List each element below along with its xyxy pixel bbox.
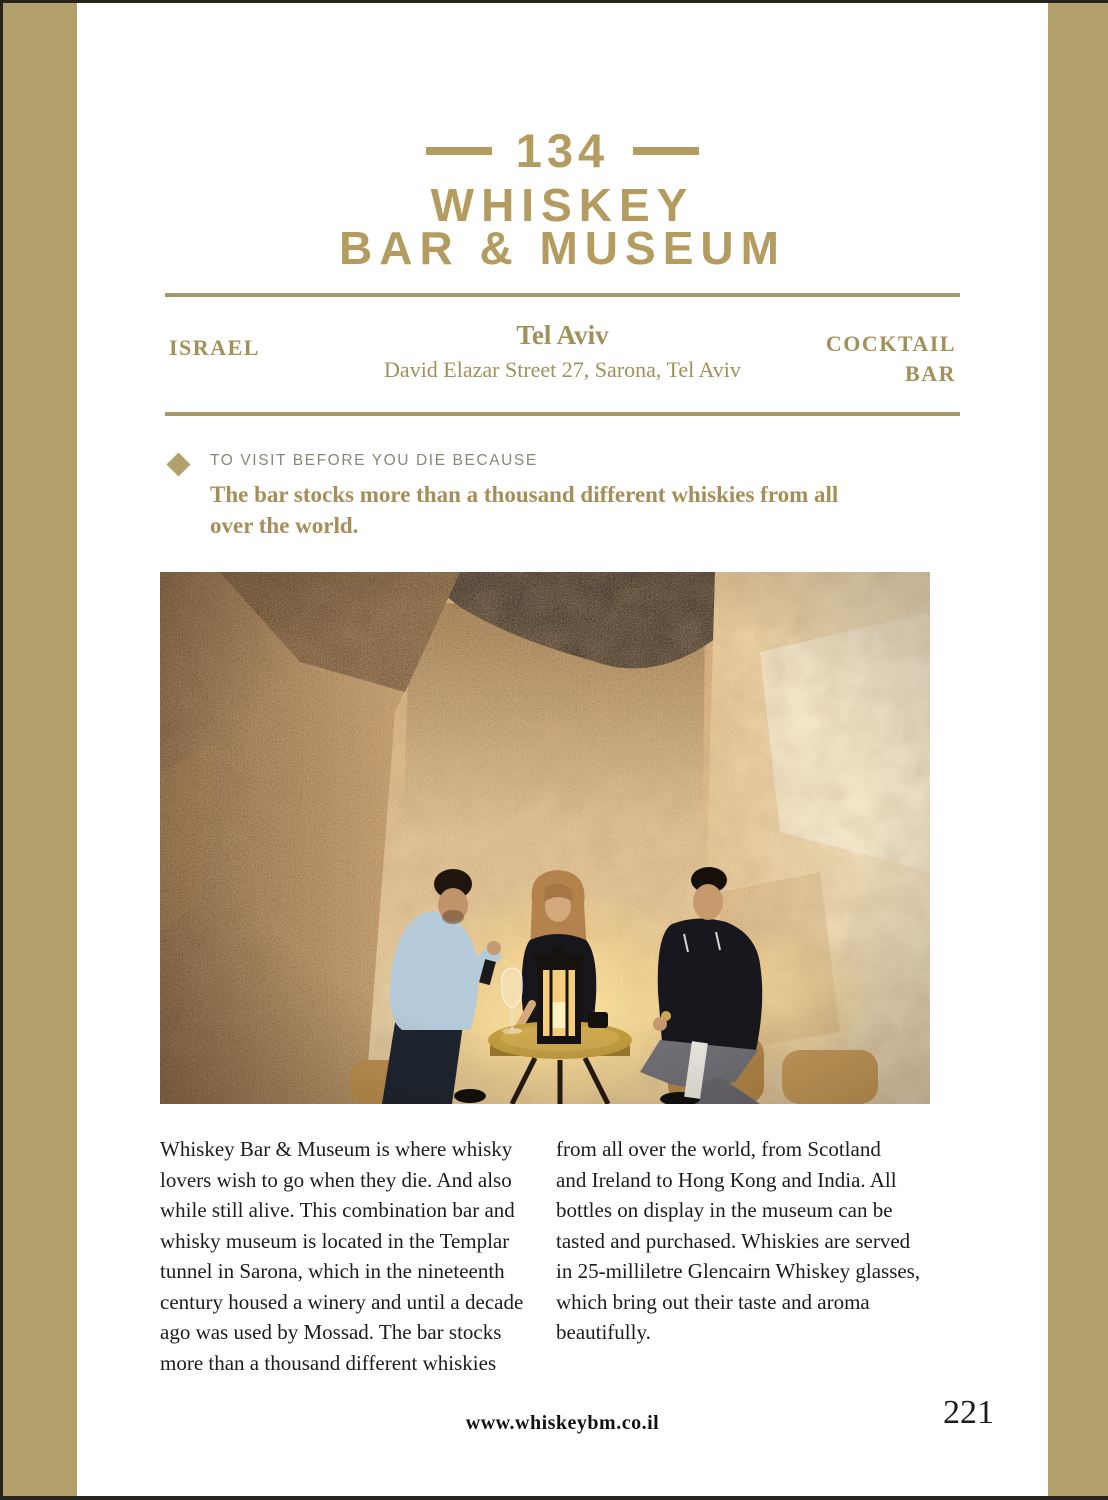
text-line: and Ireland to Hong Kong and India. All (556, 1167, 897, 1192)
country-label: ISRAEL (169, 335, 260, 360)
city-label: Tel Aviv (516, 320, 609, 350)
bottom-rule (165, 412, 960, 416)
page-number: 221 (943, 1394, 994, 1432)
venue-category-label (776, 329, 956, 388)
entry-number-row (165, 124, 960, 177)
reason-text-block (210, 452, 838, 541)
text-line: ago was used by Mossad. The bar stocks (160, 1320, 502, 1345)
page-title-line1: WHISKEY (430, 179, 695, 231)
body-column-left (160, 1134, 556, 1378)
body-text (160, 1134, 960, 1378)
right-border-band (1048, 3, 1108, 1496)
text-line: Whiskey Bar & Museum is where whisky (160, 1137, 513, 1162)
text-line: which bring out their taste and aroma (556, 1289, 870, 1314)
city-address-block (349, 319, 776, 383)
text-line: tunnel in Sarona, which in the nineteenth (160, 1259, 505, 1284)
text-line: bottles on display in the museum can be (556, 1198, 893, 1223)
dash-divider-right (633, 147, 699, 155)
page-content (77, 3, 1048, 1496)
text-line: beautifully. (556, 1320, 651, 1345)
category-line: COCKTAIL (825, 331, 956, 356)
reason-section (165, 452, 960, 541)
text-line: whisky museum is located in the Templar (160, 1228, 510, 1253)
location-info-row (165, 297, 960, 412)
reason-line: over the world. (210, 513, 359, 539)
street-address: David Elazar Street 27, Sarona, Tel Aviv (384, 357, 741, 383)
dash-divider-left (426, 147, 492, 155)
diamond-icon (166, 453, 190, 477)
text-line: lovers wish to go when they die. And also (160, 1167, 512, 1192)
page-title-line2: BAR & MUSEUM (339, 222, 786, 274)
page-footer (165, 1394, 994, 1446)
text-line: from all over the world, from Scotland (556, 1137, 881, 1162)
text-line: tasted and purchased. Whiskies are served (556, 1228, 911, 1253)
reason-line: The bar stocks more than a thousand different whiskies from all (210, 482, 839, 508)
text-line: while still alive. This combination bar and (160, 1198, 515, 1223)
venue-photo (160, 572, 930, 1104)
text-line: in 25-milliletre Glencairn Whiskey glasses, (556, 1259, 921, 1284)
entry-number: 134 (515, 124, 610, 177)
body-column-right (556, 1134, 952, 1378)
website-url: www.whiskeybm.co.il (465, 1412, 660, 1435)
text-line: century housed a winery and until a decade (160, 1289, 524, 1314)
category-line: BAR (905, 360, 956, 386)
reason-label: TO VISIT BEFORE YOU DIE BECAUSE (210, 452, 538, 470)
text-line: more than a thousand different whiskies (160, 1350, 497, 1375)
left-border-band (3, 3, 77, 1496)
